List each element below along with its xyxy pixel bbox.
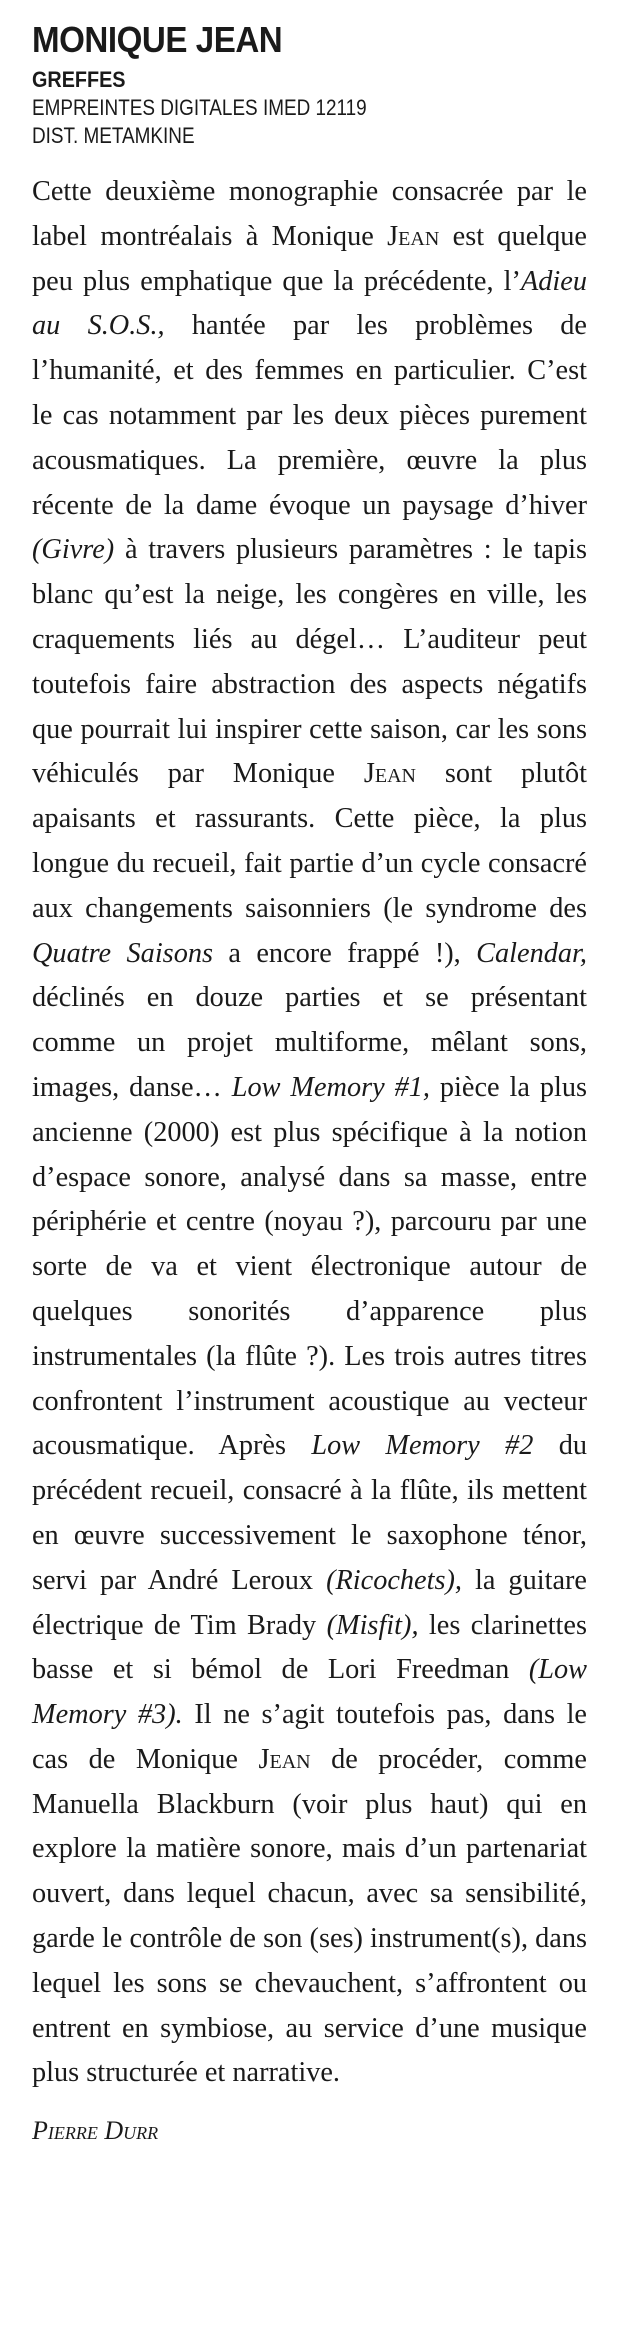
- artist-name: MONIQUE JEAN: [32, 19, 283, 60]
- work-title: (Low Memory #3).: [32, 1654, 587, 1731]
- work-title: (Misfit),: [326, 1609, 419, 1641]
- review-text: la guitare électrique de Tim Brady: [32, 1564, 587, 1641]
- work-title: (Ricochets),: [326, 1564, 462, 1596]
- work-title: Adieu au S.O.S.,: [32, 265, 587, 342]
- distribution: DIST. METAMKINE: [32, 123, 195, 148]
- label-catalog: EMPREINTES DIGITALES IMED 12119: [32, 95, 367, 120]
- work-title: (Givre): [32, 534, 115, 566]
- review-text: pièce la plus ancienne (2000) est plus spécifique à la notion d’espace sonore, analysé dans sa masse, entre périphérie et centre (noyau ?), parcouru par une sorte de va et vient électronique autour de quelques sonorités d’apparence plus instrumentales (la flûte ?). Les trois autres titres confrontent l’instrument acoustique au vecteur acousmatique. Après: [32, 1071, 587, 1462]
- work-title: Calendar,: [476, 937, 587, 969]
- review-text: sont plutôt apaisants et rassurants. Cette pièce, la plus longue du recueil, fait partie d’un cycle consacré aux changements saisonniers (le syndrome des: [32, 758, 587, 924]
- artist-surname: Jean: [387, 220, 440, 252]
- review-text: à travers plusieurs paramètres : le tapis blanc qu’est la neige, les congères en ville, les craquements liés au dégel… L’auditeur peut toutefois faire abstraction des aspects négatifs que pourrait lui inspirer cette saison, car les sons véhiculés par Monique: [32, 534, 587, 790]
- review-article: [32, 20, 587, 2148]
- artist-surname: Jean: [363, 758, 416, 790]
- work-title: Low Memory #2: [311, 1430, 534, 1462]
- review-text: a encore frappé !),: [213, 937, 477, 969]
- review-text: du précédent recueil, consacré à la flûte, ils mettent en œuvre successivement le saxophone ténor, servi par André Leroux: [32, 1430, 587, 1596]
- review-text: est quelque peu plus emphatique que la précédente, l’: [32, 220, 587, 297]
- review-text: de procéder, comme Manuella Blackburn (voir plus haut) qui en explore la matière sonore, mais d’un partenariat ouvert, dans lequel chacun, avec sa sensibilité, garde le contrôle de son (ses) instrument(s), dans lequel les sons se chevauchent, s’affrontent ou entrent en symbiose, au service d’une musique plus structurée et narrative.: [32, 1743, 587, 2089]
- author-signature: Pierre Durr: [32, 2116, 159, 2146]
- work-title: Quatre Saisons: [32, 937, 213, 969]
- review-text: les clarinettes basse et si bémol de Lori Freedman: [32, 1609, 587, 1686]
- review-text: Il ne s’agit toutefois pas, dans le cas de Monique: [32, 1699, 587, 1775]
- review-text: hantée par les problèmes de l’humanité, et des femmes en particulier. C’est le cas notamment par les deux pièces purement acousmatiques. La première, œuvre la plus récente de la dame évoque un paysage d’hiver: [32, 310, 587, 521]
- artist-surname: Jean: [258, 1743, 311, 1775]
- album-title: GREFFES: [32, 67, 126, 92]
- review-body: [32, 170, 587, 2096]
- review-text: Cette deuxième monographie consacrée par le label montréalais à Monique: [32, 176, 587, 252]
- review-text: déclinés en douze parties et se présentant comme un projet multiforme, mêlant sons, images, danse…: [32, 982, 587, 1103]
- work-title: Low Memory #1,: [231, 1071, 430, 1103]
